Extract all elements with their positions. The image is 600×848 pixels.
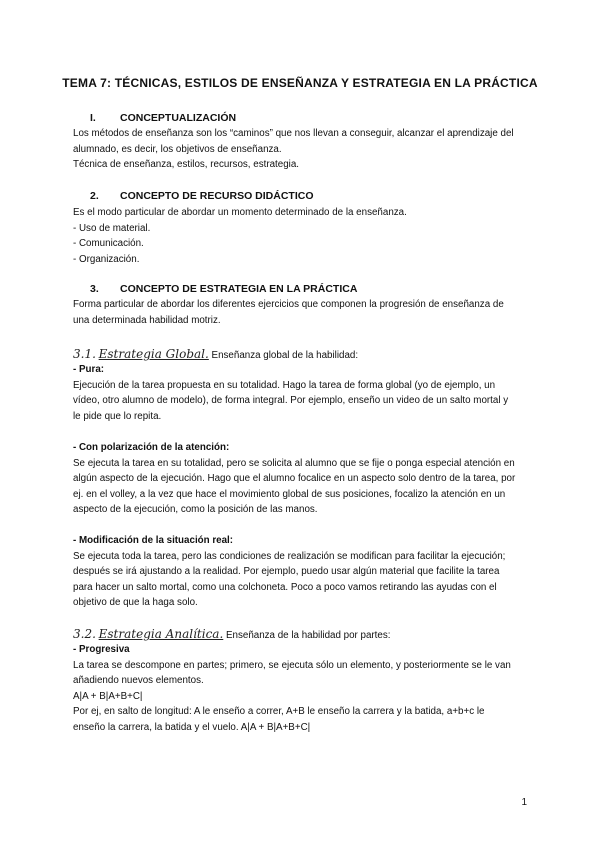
text-line: objetivo de que la haga solo. (73, 597, 198, 608)
text-line: aspecto de la ejecución, como la posición de las manos. (73, 504, 318, 515)
section-1-body (73, 126, 527, 173)
section-number: 2. (90, 190, 99, 202)
section-title: CONCEPTO DE RECURSO DIDÁCTICO (120, 190, 314, 202)
subsection-number: 3.1. (73, 347, 96, 361)
text-line: Es el modo particular de abordar un momento determinado de la enseñanza. (73, 207, 407, 218)
text-line: - Uso de material. (73, 222, 151, 234)
text-line: después se irá ajustando a la realidad. Por ejemplo, puedo usar algún material que facilite la tarea (73, 566, 500, 577)
subsection-description: Enseñanza de la habilidad por partes: (223, 630, 391, 641)
text-line: La tarea se descompone en partes; primero, se ejecuta sólo un elemento, y posteriormente se le van (73, 659, 511, 671)
progresiva-block (73, 642, 527, 735)
text-line: alumnado, es decir, los objetivos de enseñanza. (73, 143, 282, 155)
modificacion-label: - Modificación de la situación real: (73, 535, 234, 546)
modificacion-block (73, 533, 527, 611)
text-line: Técnica de enseñanza, estilos, recursos, estrategia. (73, 159, 299, 170)
section-heading-2 (90, 190, 314, 202)
subsection-name: Estrategia Analítica. (98, 627, 224, 641)
polarizacion-label: - Con polarización de la atención: (73, 442, 230, 453)
text-line: Forma particular de abordar los diferentes ejercicios que componen la progresión de enseñanza de (73, 299, 504, 310)
section-title: CONCEPTO DE ESTRATEGIA EN LA PRÁCTICA (120, 283, 358, 295)
pura-block (73, 362, 527, 424)
section-heading-3 (90, 283, 357, 295)
polarizacion-block (73, 440, 527, 518)
pura-label: - Pura: (73, 364, 105, 375)
text-line: añadiendo nuevos elementos. (73, 675, 204, 686)
text-line: Ejecución de la tarea propuesta en su totalidad. Hago la tarea de forma global (yo de ejemplo, un (73, 379, 496, 391)
text-line: - Comunicación. (73, 238, 144, 249)
text-line: Por ej, en salto de longitud: A le enseño a correr, A+B le enseño la carrera y la batida, a+b+c le (73, 706, 485, 717)
text-line: una determinada habilidad motriz. (73, 314, 221, 326)
text-line: algún aspecto de la ejecución. Hago que el alumno focalice en un aspecto solo dentro de la tarea, por (73, 473, 516, 484)
text-line: Se ejecuta toda la tarea, pero las condiciones de realización se modifican para facilitar la ejecución; (73, 550, 506, 562)
text-line: para hacer un salto mortal, como una colchoneta. Poco a poco vamos retirando las ayudas con el (73, 581, 497, 593)
text-line: le pide que lo repita. (73, 410, 162, 422)
text-line: enseño la carrera, la batida y el vuelo. A|A + B|A+B+C| (73, 721, 311, 733)
page-number: 1 (521, 797, 527, 808)
subsection-name: Estrategia Global. (98, 347, 209, 361)
section-heading-1 (90, 112, 236, 124)
subsection-description: Enseñanza global de la habilidad: (208, 350, 359, 361)
section-number: 3. (90, 283, 99, 295)
progresiva-label: - Progresiva (73, 644, 130, 655)
subsection-number: 3.2. (73, 627, 96, 641)
text-line: vídeo, otro alumno de modelo), de forma integral. Por ejemplo, enseño un video de un salto mortal y (73, 395, 509, 406)
text-line: Se ejecuta la tarea en su totalidad, pero se solicita al alumno que se fije o ponga especial atención en (73, 457, 515, 469)
section-title: CONCEPTUALIZACIÓN (120, 112, 237, 124)
document-title: TEMA 7: TÉCNICAS, ESTILOS DE ENSEÑANZA Y ESTRATEGIA EN LA PRÁCTICA (62, 76, 538, 90)
section-2-body (73, 205, 527, 267)
text-line: - Organización. (73, 253, 140, 265)
section-3-body (73, 297, 527, 328)
section-number: I. (90, 112, 96, 124)
text-line: Los métodos de enseñanza son los “caminos” que nos llevan a conseguir, alcanzar el aprendizaje del (73, 128, 514, 139)
text-line: A|A + B|A+B+C| (73, 690, 143, 702)
text-line: ej. en el volley, a la vez que hace el movimiento global de sus posiciones, focalizo la atención en un (73, 488, 506, 500)
